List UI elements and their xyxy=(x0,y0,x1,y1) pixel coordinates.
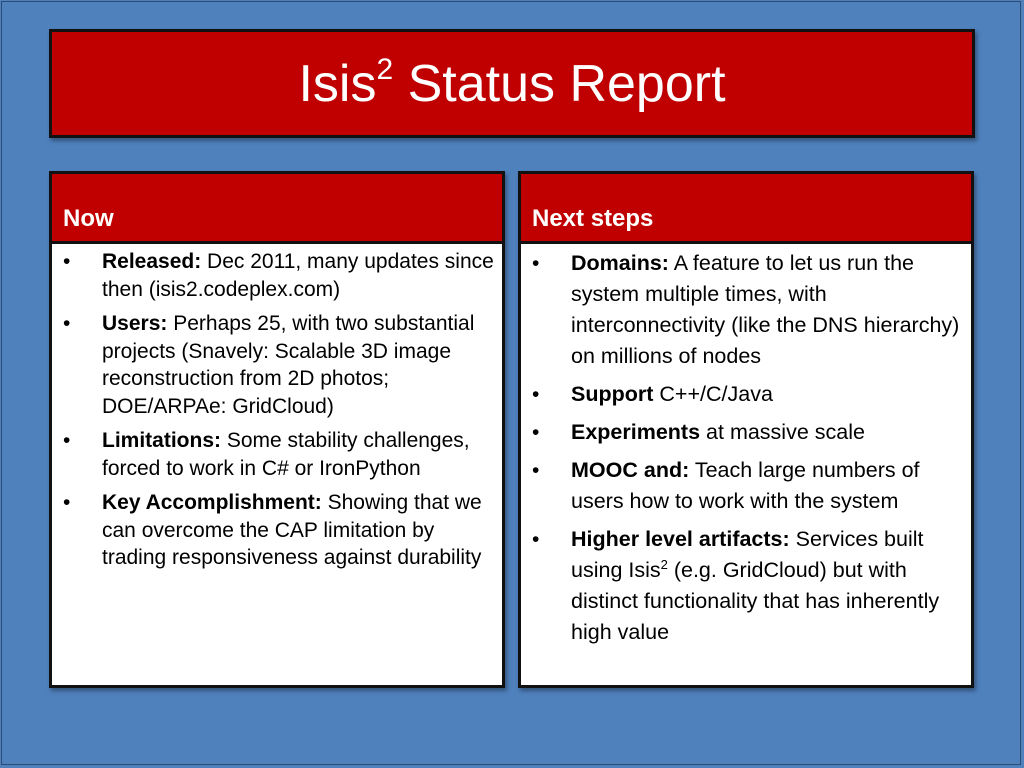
list-item xyxy=(531,455,963,517)
list-item xyxy=(531,524,963,648)
title-main: Isis xyxy=(298,54,377,113)
item-text: A feature to let us run the system multiple times, with interconnectivity (like the DNS hierarchy) on millions of nodes xyxy=(571,251,960,368)
now-panel xyxy=(49,171,505,688)
item-label: Support xyxy=(571,382,654,406)
next-steps-panel-body xyxy=(521,244,971,648)
list-item xyxy=(62,248,494,303)
slide-title xyxy=(298,52,726,113)
list-item xyxy=(531,379,963,410)
item-label: Key Accomplishment: xyxy=(102,491,322,514)
item-label: Domains: xyxy=(571,251,669,275)
item-text: (e.g. GridCloud) but with distinct functionality that has inherently high value xyxy=(571,558,940,644)
item-text: Dec 2011, many updates since then (isis2.codeplex.com) xyxy=(102,250,494,301)
list-item xyxy=(62,310,494,420)
item-label: Higher level artifacts: xyxy=(571,527,790,551)
list-item xyxy=(531,248,963,372)
next-steps-panel-header xyxy=(521,174,971,244)
now-panel-body xyxy=(52,244,502,572)
item-text: Teach large numbers of users how to work with the system xyxy=(571,458,920,513)
item-label: Experiments xyxy=(571,420,701,444)
item-label: Users: xyxy=(102,312,168,335)
next-steps-list xyxy=(531,248,963,648)
now-panel-header xyxy=(52,174,502,244)
item-text: Showing that we can overcome the CAP limitation by trading responsiveness against durability xyxy=(102,491,482,569)
item-text: Services built using Isis xyxy=(571,527,924,582)
next-steps-panel xyxy=(518,171,974,688)
next-steps-heading: Next steps xyxy=(532,204,654,232)
item-label: Released: xyxy=(102,250,202,273)
item-superscript: 2 xyxy=(660,557,668,572)
item-label: MOOC and: xyxy=(571,458,690,482)
title-rest: Status Report xyxy=(393,54,726,113)
item-label: Limitations: xyxy=(102,429,221,452)
title-superscript: 2 xyxy=(376,52,394,86)
item-text: at massive scale xyxy=(700,420,865,444)
list-item xyxy=(531,417,963,448)
item-text: Perhaps 25, with two substantial projects (Snavely: Scalable 3D image reconstruction from 2D photos; DOE/ARPAe: GridCloud) xyxy=(102,312,475,418)
title-box xyxy=(49,29,975,138)
list-item xyxy=(62,427,494,482)
now-list xyxy=(62,248,494,572)
list-item xyxy=(62,489,494,572)
item-text: Some stability challenges, forced to work in C# or IronPython xyxy=(102,429,470,480)
item-text: C++/C/Java xyxy=(653,382,773,406)
now-heading: Now xyxy=(63,204,114,232)
